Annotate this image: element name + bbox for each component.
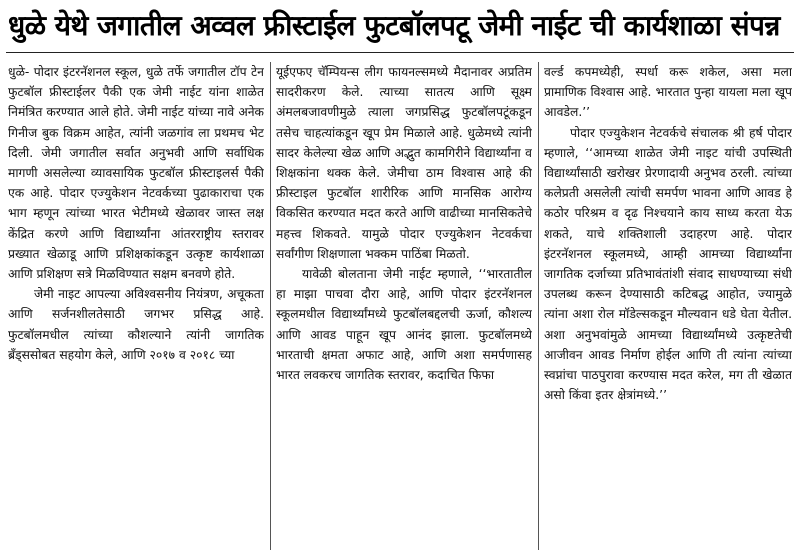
headline: धुळे येथे जगातील अव्वल फ्रीस्टाईल फुटबॉलपटू जेमी नाईट ची कार्यशाळा संपन्न [8,9,780,42]
article-column-2 [276,62,532,552]
article-column-1 [8,62,264,552]
column-3-paragraph-1: वर्ल्ड कपमध्येही, स्पर्धा करू शकेल, असा मला प्रामाणिक विश्‍वास आहे. भारतात पुन्हा यायला मला खूप आवडेल.’’ [544,65,792,120]
column-3-paragraph-2: पोदार एज्युकेशन नेटवर्कचे संचालक श्री हर्ष पोदार म्हणाले, ‘‘आमच्या शाळेत जेमी नाइट यांची उपस्थिती विद्यार्थ्यांसाठी खरोखर प्रेरणादायी अनुभव ठरली. त्यांच्या कलेप्रती असलेली त्यांची समर्पण भावना आणि आवड हे कठोर परिश्रम व दृढ निश्‍चयाने काय साध्य करता येऊ शकते, याचे शक्तिशाली उदाहरण आहे. पोदार इंटरनॅशनल स्कूलमध्ये, आम्ही आमच्या विद्यार्थ्यांना जागतिक दर्जाच्या प्रतिभावंतांशी संवाद साधण्याच्या संधी उपलब्ध करून देण्यासाठी कटिबद्ध आहोत, ज्यामुळे त्यांना अशा रोल मॉडेल्सकडून मौल्यवान धडे घेता येतील. अशा अनुभवांमुळे आमच्या विद्यार्थ्यांमध्ये उत्कृष्टतेची आजीवन आवड निर्माण होईल आणि ती त्यांना त्यांच्या स्वप्नांचा पाठपुरावा करण्यास मदत करेल, मग ती खेळात असो किंवा इतर क्षेत्रांमध्ये.’’ [544,125,792,403]
column-2-paragraph-2: यावेळी बोलताना जेमी नाईट म्हणाले, ‘‘भारतातील हा माझा पाचवा दौरा आहे, आणि पोदार इंटरनॅशनल स्कूलमधील विद्यार्थ्यांमध्ये फुटबॉलबद्दलची ऊर्जा, कौशल्य आणि आवड पाहून खूप आनंद झाला. फुटबॉलमध्ये भारताची क्षमता अफाट आहे, आणि अशा समर्पणासह भारत लवकरच जागतिक स्तरावर, कदाचित फिफा [276,267,532,383]
column-1-paragraph-2: जेमी नाइट आपल्या अविश्‍वसनीय नियंत्रण, अचूकता आणि सर्जनशीलतेसाठी जगभर प्रसिद्ध आहे. फुटबॉलमधील त्यांच्या कौशल्याने त्यांनी जागतिक ब्रँड्ससोबत सहयोग केले, आणि २०१७ व २०१८ च्या [8,287,264,362]
article-column-3 [544,62,792,552]
headline-rule [6,52,794,53]
column-1-paragraph-1: धुळे- पोदार इंटरनॅशनल स्कूल, धुळे तर्फे जगातील टॉप टेन फुटबॉल फ्रीस्टाईलर पैकी एक जेमी नाईट यांना शाळेत निमंत्रित करण्यात आले होते. जेमी नाईट यांच्या नावे अनेक गिनीज बुक विक्रम आहेत, त्यांनी जळगांव ला प्रथमच भेट दिली. जेमी जगातील सर्वात अनुभवी आणि सर्वाधिक मागणी असलेल्या व्यावसायिक फुटबॉल फ्रीस्टाइलर्स पैकी एक आहे. पोदार एज्युकेशन नेटवर्कच्या पुढाकाराचा एक भाग म्हणून त्यांच्या भारत भेटीमध्ये खेळावर जास्त लक्ष केंद्रित करणे आणि विद्यार्थ्यांना आंतरराष्ट्रीय स्तरावर प्रख्यात खेळाडू आणि प्रशिक्षकांकडून उत्कृष्ट कार्यशाळा आणि प्रशिक्षण सत्रे मिळविण्यात सक्षम बनवणे होते. [8,65,264,282]
column-divider-1 [270,62,271,550]
column-divider-2 [538,62,539,550]
column-2-paragraph-1: यूईएफए चॅम्पियन्स लीग फायनल्समध्ये मैदानावर अप्रतिम सादरीकरण केले. त्याच्या सातत्य आणि सूक्ष्म अंमलबजावणीमुळे त्याला जगप्रसिद्ध फुटबॉलपटूंकडून तसेच चाहत्यांकडून खूप प्रेम मिळाले आहे. धुळेमध्ये त्यांनी सादर केलेल्या खेळ आणि अद्भुत कामगिरीने विद्यार्थ्यांना व शिक्षकांना थक्क केले. जेमीचा ठाम विश्‍वास आहे की फ्रीस्टाइल फुटबॉल शारीरिक आणि मानसिक आरोग्य विकसित करण्यात मदत करते आणि वाढीच्या मानसिकतेचे महत्त्व शिकवते. यामुळे पोदार एज्युकेशन नेटवर्कचा सर्वांगीण शिक्षणाला भक्कम पाठिंबा मिळतो. [276,65,532,261]
